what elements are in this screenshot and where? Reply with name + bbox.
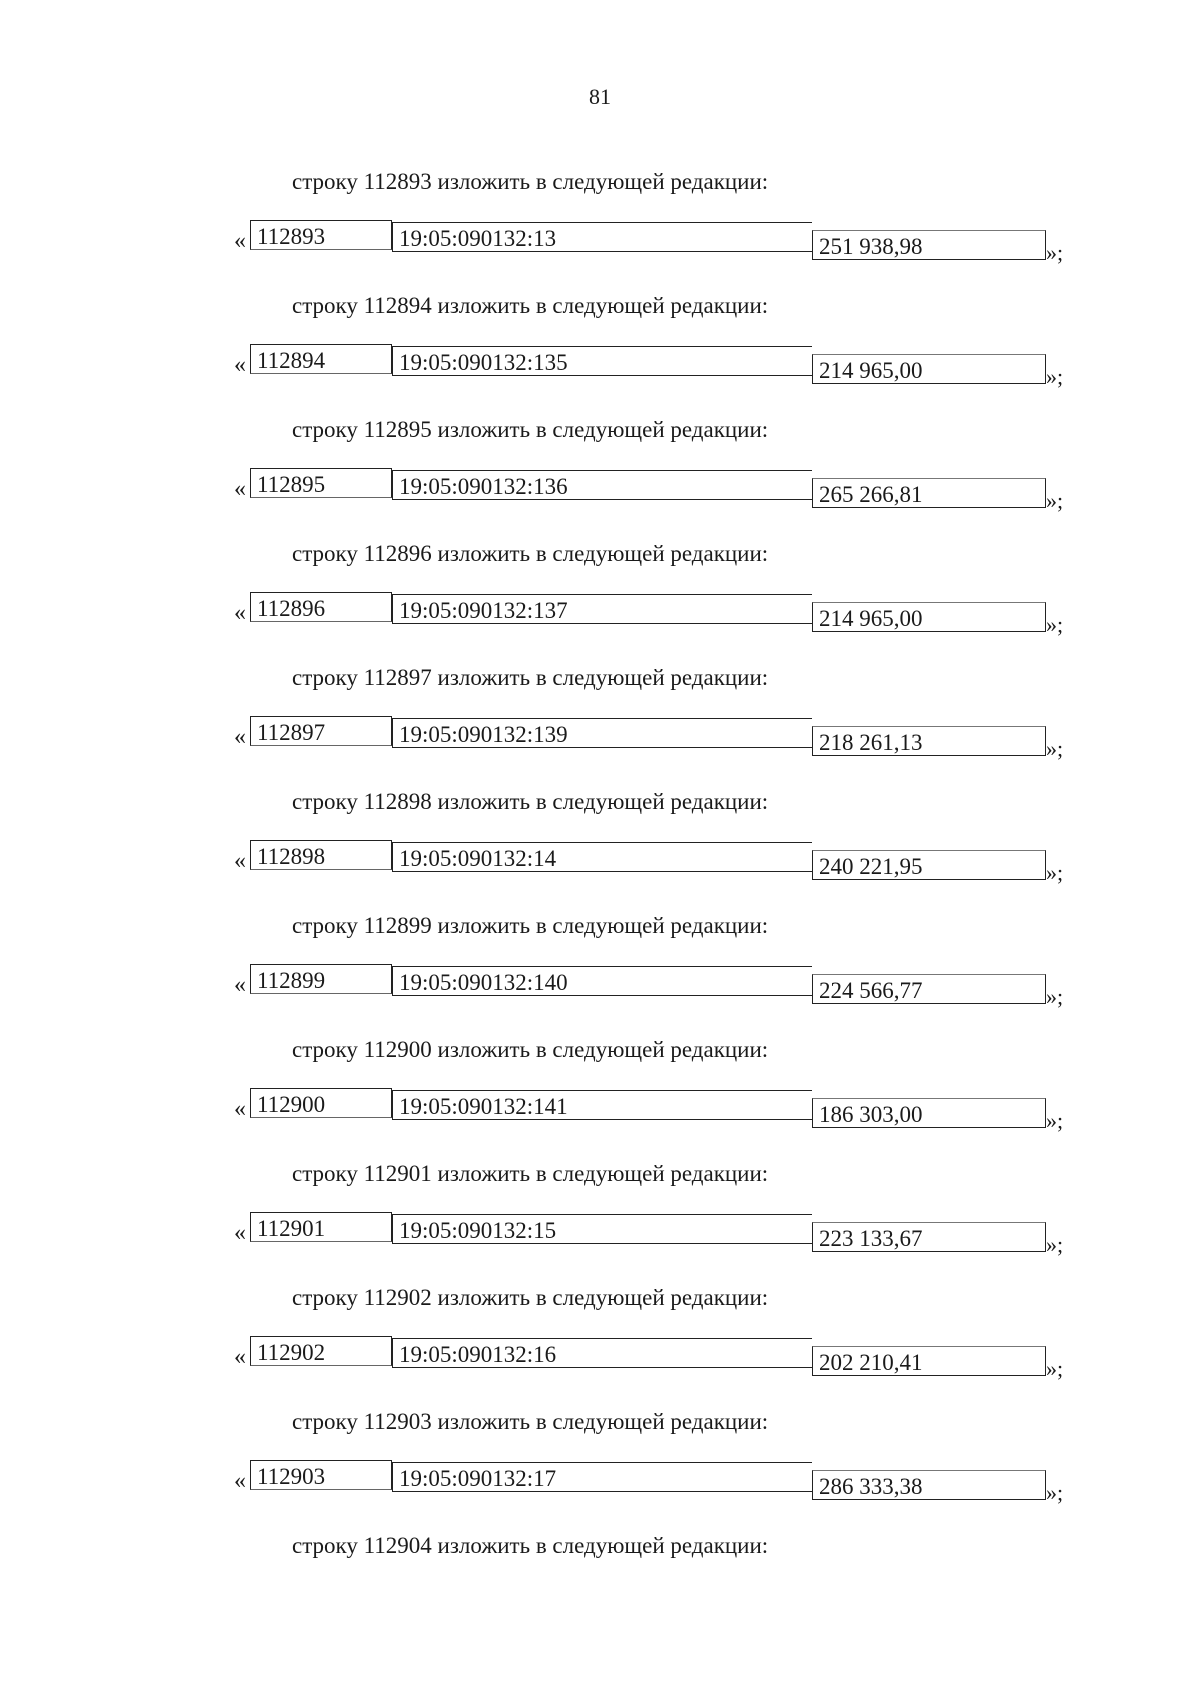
table-row [0, 220, 1200, 292]
quote-close: »; [1046, 1480, 1064, 1505]
quote-close: »; [1046, 984, 1064, 1009]
quote-close: »; [1046, 1356, 1064, 1381]
instruction-text: строку 112893 изложить в следующей редакции: [292, 169, 769, 194]
cadastral-number-cell: 19:05:090132:141 [392, 1090, 812, 1120]
row-number-cell: 112900 [250, 1088, 392, 1118]
table-row [0, 592, 1200, 664]
cadastral-value-cell: 223 133,67 [812, 1222, 1046, 1252]
instruction-text: строку 112901 изложить в следующей редакции: [292, 1161, 769, 1186]
cadastral-value-cell: 214 965,00 [812, 354, 1046, 384]
cadastral-value-cell: 214 965,00 [812, 602, 1046, 632]
quote-close: »; [1046, 240, 1064, 265]
table-row [0, 840, 1200, 912]
table-row [0, 964, 1200, 1036]
cadastral-value-cell: 224 566,77 [812, 974, 1046, 1004]
instruction-text: строку 112903 изложить в следующей редакции: [292, 1409, 769, 1434]
cadastral-number-cell: 19:05:090132:15 [392, 1214, 812, 1244]
cadastral-value-cell: 240 221,95 [812, 850, 1046, 880]
cadastral-value-cell: 186 303,00 [812, 1098, 1046, 1128]
instruction-text: строку 112894 изложить в следующей редакции: [292, 293, 769, 318]
cadastral-number-cell: 19:05:090132:135 [392, 346, 812, 376]
quote-close: »; [1046, 1108, 1064, 1133]
quote-open: « [234, 724, 246, 750]
row-number-cell: 112902 [250, 1336, 392, 1366]
cadastral-value-cell: 265 266,81 [812, 478, 1046, 508]
instruction-text: строку 112896 изложить в следующей редакции: [292, 541, 769, 566]
row-number-cell: 112893 [250, 220, 392, 250]
table-row [0, 344, 1200, 416]
quote-open: « [234, 1344, 246, 1370]
quote-open: « [234, 1468, 246, 1494]
quote-open: « [234, 352, 246, 378]
cadastral-number-cell: 19:05:090132:136 [392, 470, 812, 500]
table-row [0, 716, 1200, 788]
quote-close: »; [1046, 1232, 1064, 1257]
row-number-cell: 112899 [250, 964, 392, 994]
table-row [0, 1460, 1200, 1532]
quote-close: »; [1046, 364, 1064, 389]
cadastral-number-cell: 19:05:090132:13 [392, 222, 812, 252]
cadastral-number-cell: 19:05:090132:139 [392, 718, 812, 748]
cadastral-value-cell: 218 261,13 [812, 726, 1046, 756]
cadastral-value-cell: 202 210,41 [812, 1346, 1046, 1376]
amendment-list [0, 168, 1200, 1584]
row-number-cell: 112903 [250, 1460, 392, 1490]
table-row [0, 1212, 1200, 1284]
row-number-cell: 112897 [250, 716, 392, 746]
quote-close: »; [1046, 488, 1064, 513]
cadastral-number-cell: 19:05:090132:140 [392, 966, 812, 996]
row-number-cell: 112896 [250, 592, 392, 622]
quote-open: « [234, 848, 246, 874]
cadastral-number-cell: 19:05:090132:17 [392, 1462, 812, 1492]
cadastral-value-cell: 286 333,38 [812, 1470, 1046, 1500]
page-number: 81 [589, 84, 611, 109]
instruction-text: строку 112898 изложить в следующей редакции: [292, 789, 769, 814]
row-number-cell: 112898 [250, 840, 392, 870]
instruction-text: строку 112897 изложить в следующей редакции: [292, 665, 769, 690]
quote-open: « [234, 600, 246, 626]
quote-open: « [234, 228, 246, 254]
instruction-text: строку 112899 изложить в следующей редакции: [292, 913, 769, 938]
cadastral-value-cell: 251 938,98 [812, 230, 1046, 260]
instruction-text: строку 112895 изложить в следующей редакции: [292, 417, 769, 442]
quote-close: »; [1046, 736, 1064, 761]
quote-open: « [234, 476, 246, 502]
table-row [0, 1336, 1200, 1408]
instruction-text: строку 112902 изложить в следующей редакции: [292, 1285, 769, 1310]
quote-close: »; [1046, 860, 1064, 885]
quote-open: « [234, 1096, 246, 1122]
cadastral-number-cell: 19:05:090132:137 [392, 594, 812, 624]
cadastral-number-cell: 19:05:090132:14 [392, 842, 812, 872]
quote-open: « [234, 972, 246, 998]
instruction-text: строку 112900 изложить в следующей редакции: [292, 1037, 769, 1062]
quote-open: « [234, 1220, 246, 1246]
row-number-cell: 112895 [250, 468, 392, 498]
cadastral-number-cell: 19:05:090132:16 [392, 1338, 812, 1368]
table-row [0, 468, 1200, 540]
quote-close: »; [1046, 612, 1064, 637]
row-number-cell: 112901 [250, 1212, 392, 1242]
instruction-text: строку 112904 изложить в следующей редакции: [292, 1533, 769, 1558]
table-row [0, 1088, 1200, 1160]
row-number-cell: 112894 [250, 344, 392, 374]
